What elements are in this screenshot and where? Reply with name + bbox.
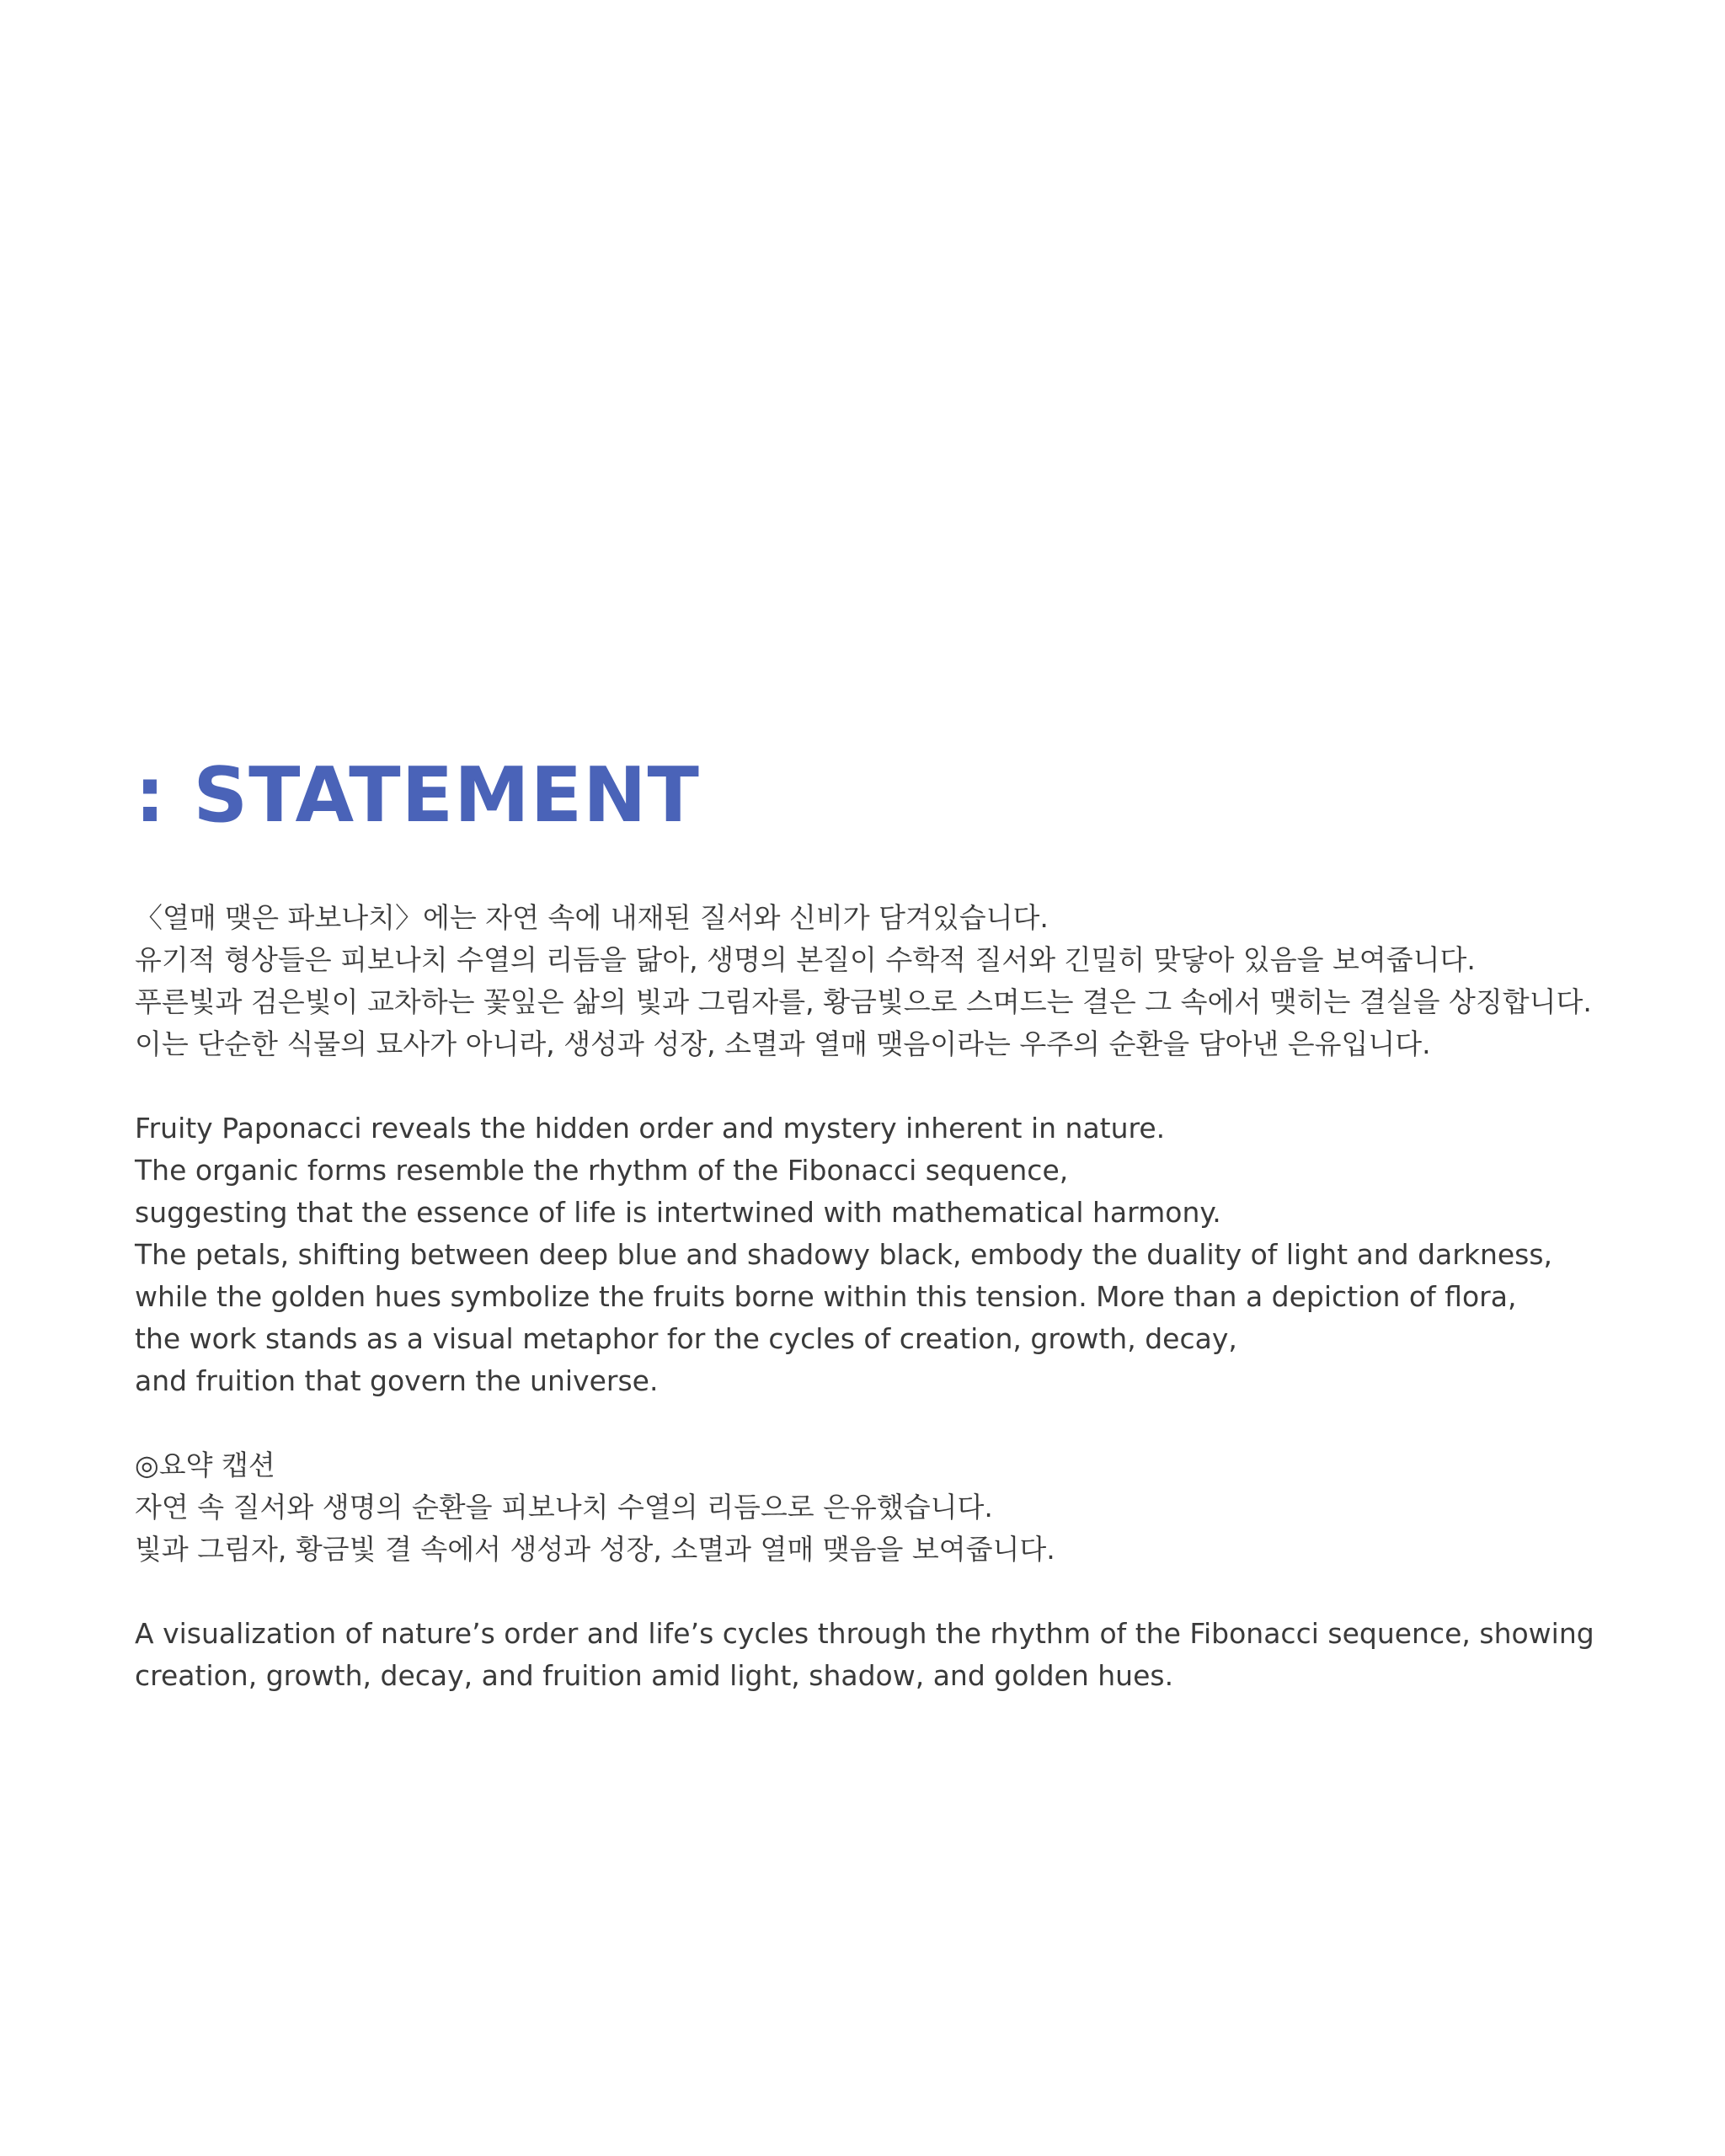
english-statement-line: The petals, shifting between deep blue and shadowy black, embody the duality of light and darkness, xyxy=(135,1238,1553,1271)
summary-caption-heading: ◎요약 캡션 xyxy=(135,1449,275,1481)
korean-statement-line: 푸른빛과 검은빛이 교차하는 꽃잎은 삶의 빛과 그림자를, 황금빛으로 스며드는 결은 그 속에서 맺히는 결실을 상징합니다. xyxy=(135,985,1592,1018)
korean-statement-line: 〈열매 맺은 파보나치〉에는 자연 속에 내재된 질서와 신비가 담겨있습니다. xyxy=(135,901,1049,934)
english-statement-line: Fruity Paponacci reveals the hidden order and mystery inherent in nature. xyxy=(135,1112,1166,1145)
english-summary-line: A visualization of nature’s order and life’s cycles through the rhythm of the Fibonacci sequence, showing xyxy=(135,1617,1594,1650)
english-summary-caption xyxy=(135,1613,1617,1697)
english-statement-line: The organic forms resemble the rhythm of the Fibonacci sequence, xyxy=(135,1154,1069,1187)
english-statement-paragraph xyxy=(135,1107,1617,1402)
english-summary-line: creation, growth, decay, and fruition amid light, shadow, and golden hues. xyxy=(135,1659,1174,1692)
english-statement-line: and fruition that govern the universe. xyxy=(135,1364,659,1397)
korean-statement-line: 유기적 형상들은 피보나치 수열의 리듬을 닮아, 생명의 본질이 수학적 질서와 긴밀히 맞닿아 있음을 보여줍니다. xyxy=(135,943,1476,976)
statement-section xyxy=(135,751,1617,1739)
english-statement-line: while the golden hues symbolize the fruits borne within this tension. More than a depiction of flora, xyxy=(135,1280,1517,1313)
korean-summary-line: 자연 속 질서와 생명의 순환을 피보나치 수열의 리듬으로 은유했습니다. xyxy=(135,1491,993,1524)
korean-summary-caption xyxy=(135,1444,1617,1571)
english-statement-line: suggesting that the essence of life is intertwined with mathematical harmony. xyxy=(135,1196,1221,1229)
korean-summary-line: 빛과 그림자, 황금빛 결 속에서 생성과 성장, 소멸과 열매 맺음을 보여줍니다. xyxy=(135,1533,1055,1566)
english-statement-line: the work stands as a visual metaphor for the cycles of creation, growth, decay, xyxy=(135,1322,1237,1355)
statement-title: : STATEMENT xyxy=(135,751,700,840)
korean-statement-line: 이는 단순한 식물의 묘사가 아니라, 생성과 성장, 소멸과 열매 맺음이라는 우주의 순환을 담아낸 은유입니다. xyxy=(135,1027,1431,1060)
korean-statement-paragraph xyxy=(135,897,1617,1065)
